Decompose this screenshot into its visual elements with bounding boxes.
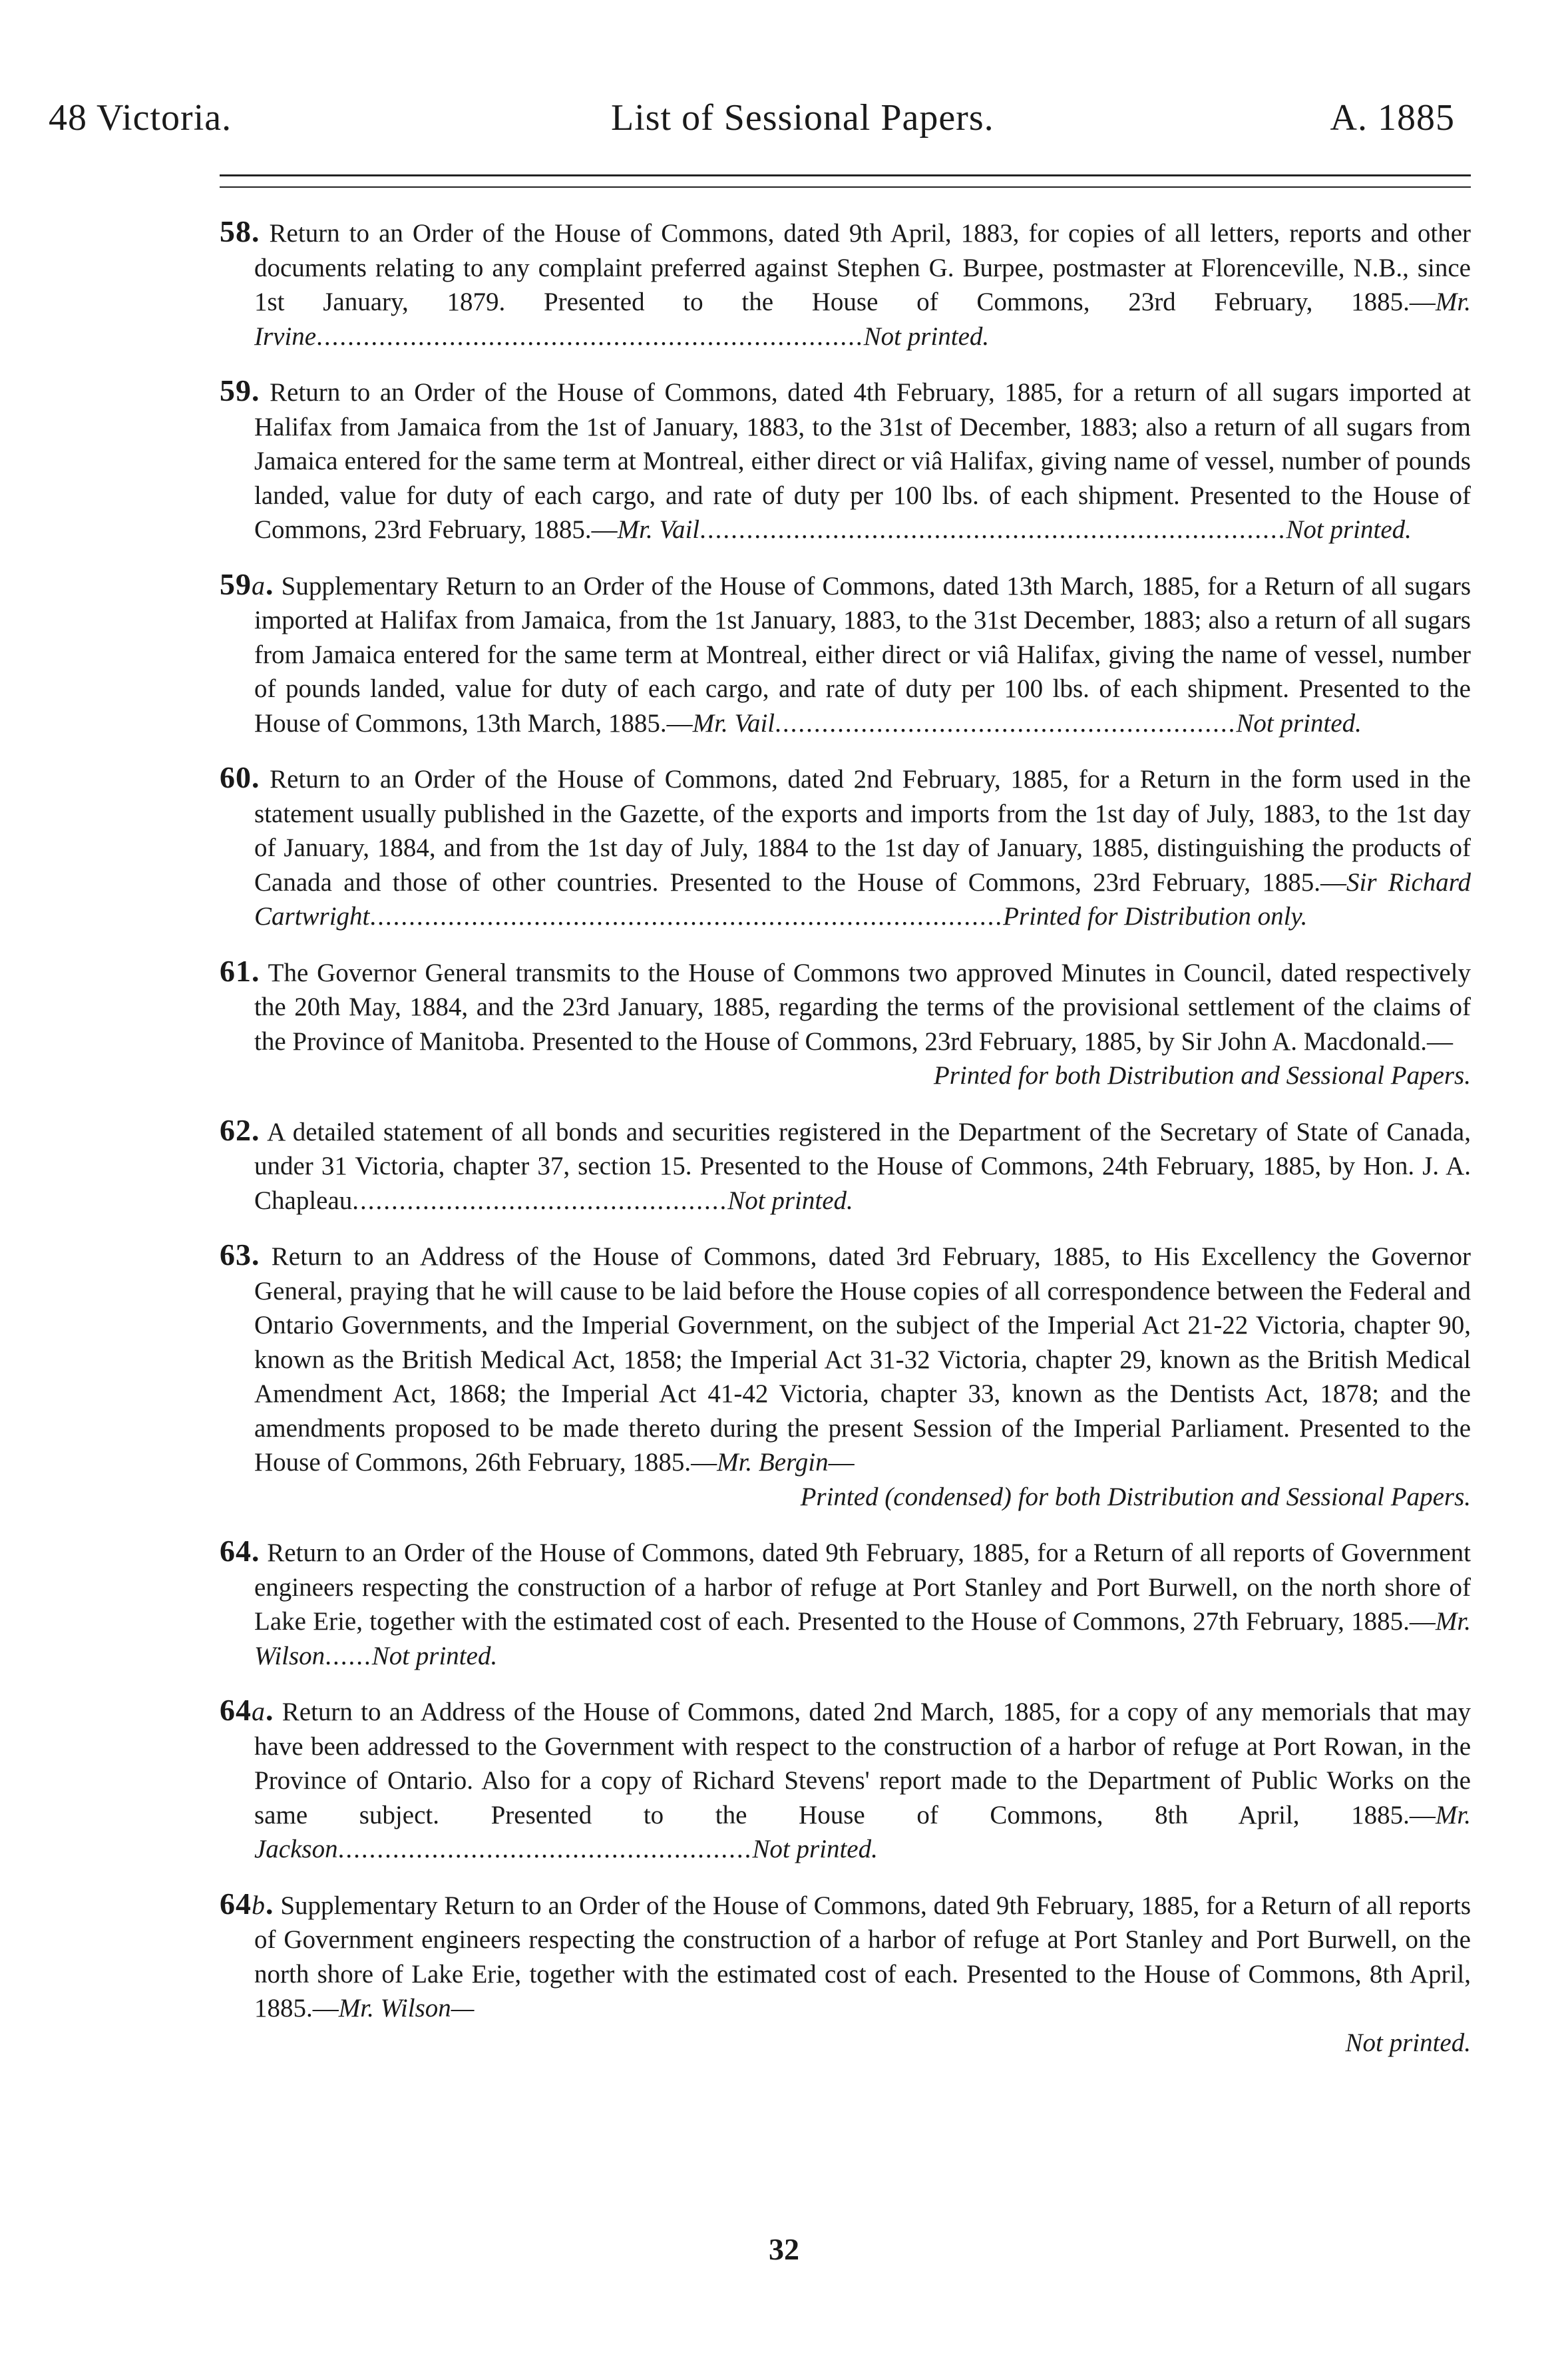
- paper-mover: Mr. Vail: [617, 515, 700, 544]
- paper-description: Return to an Order of the House of Commons, dated 9th February, 1885, for a Return of all reports of Government engineers respecting the construction of a harbor of refuge at Port Stanley and Port Burwell, on the north shore of Lake Erie, together with the estimated cost of each. Presented to the House of Commons, 27th February, 1885.—: [254, 1539, 1471, 1636]
- paper-entry-64b: [220, 1887, 1471, 2060]
- paper-description: Return to an Address of the House of Commons, dated 3rd February, 1885, to His Excellency the Governor General, praying that he will cause to be laid before the House copies of all correspondence between the Federal and Ontario Governments, and the Imperial Government, on the subject of the Imperial Act 21-22 Victoria, chapter 90, known as the British Medical Act, 1858; the Imperial Act 31-32 Victoria, chapter 29, known as the British Medical Amendment Act, 1868; the Imperial Act 41-42 Victoria, chapter 33, known as the Dentists Act, 1878; and the amendments proposed to be made thereto during the present Session of the Imperial Parliament. Presented to the House of Commons, 26th February, 1885.—: [254, 1242, 1471, 1477]
- running-header: [49, 95, 1455, 141]
- paper-entry-64: [220, 1534, 1471, 1673]
- paper-entry-59: [220, 373, 1471, 547]
- paper-number: 64.: [220, 1534, 260, 1568]
- paper-status: Printed for both Distribution and Sessional Papers.: [933, 1061, 1471, 1090]
- paper-mover: Mr. Wilson—: [338, 1994, 475, 2022]
- paper-description: Return to an Order of the House of Commons, dated 9th April, 1883, for copies of all letters, reports and other documents relating to any complaint preferred against Stephen G. Burpee, postmaster at Florenceville, N.B., since 1st January, 1879. Presented to the House of Commons, 23rd February, 1885.—: [254, 219, 1471, 316]
- paper-status: Not printed.: [1236, 708, 1362, 738]
- paper-number: 63.: [220, 1238, 260, 1272]
- paper-entry-62: [220, 1113, 1471, 1218]
- leader-dots: ...........................................................: [775, 708, 1237, 738]
- leader-dots: .....................................................: [337, 1835, 753, 1863]
- paper-entry-64a: [220, 1693, 1471, 1867]
- paper-description: Return to an Address of the House of Commons, dated 2nd March, 1885, for a copy of any memorials that may have been addressed to the Government with respect to the construction of a harbor of refuge at Port Rowan, in the Province of Ontario. Also for a copy of Richard Stevens' report made to the Department of Public Works on the same subject. Presented to the House of Commons, 8th April, 1885.—: [254, 1698, 1471, 1829]
- paper-entry-60: [220, 760, 1471, 934]
- paper-mover: Mr. Jackson: [254, 1800, 1471, 1863]
- paper-description: The Governor General transmits to the House of Commons two approved Minutes in Council, dated respectively the 20th May, 1884, and the 23rd January, 1885, regarding the terms of the provisional settlement of the claims of the Province of Manitoba. Presented to the House of Commons, 23rd February, 1885, by Sir John A. Macdonald.—: [254, 958, 1471, 1056]
- paper-description: Supplementary Return to an Order of the House of Commons, dated 9th February, 1885, for a Return of all reports of Government engineers respecting the construction of a harbor of refuge at Port Stanley and Port Burwell, on the north shore of Lake Erie, together with the estimated cost of each. Presented to the House of Commons, 8th April, 1885.—: [254, 1891, 1471, 2022]
- paper-mover: Mr. Vail: [692, 708, 775, 738]
- page-number: 32: [769, 2232, 799, 2266]
- paper-status: Not printed.: [727, 1186, 853, 1215]
- paper-status: Not printed.: [1345, 2028, 1471, 2057]
- paper-number: 59.: [220, 373, 260, 407]
- leader-dots: ................................................: [352, 1186, 728, 1215]
- header-session: 48 Victoria.: [49, 97, 232, 138]
- header-title: List of Sessional Papers.: [611, 97, 994, 138]
- paper-entry-59a: [220, 567, 1471, 741]
- paper-mover: Sir Richard Cartwright: [254, 867, 1471, 931]
- header-rule-top: [220, 174, 1471, 176]
- paper-description: Return to an Order of the House of Commons, dated 4th February, 1885, for a return of all sugars imported at Halifax from Jamaica from the 1st of January, 1883, to the 31st of December, 1883; also a return of all sugars from Jamaica entered for the same term at Montreal, either direct or viâ Halifax, giving name of vessel, number of pounds landed, value for duty of each cargo, and rate of duty per 100 lbs. of each shipment. Presented to the House of Commons, 23rd February, 1885.—: [254, 378, 1471, 544]
- paper-number: 61.: [220, 953, 260, 988]
- sessional-papers-list: [220, 214, 1471, 2060]
- leader-dots: ......: [325, 1641, 372, 1670]
- paper-entry-58: [220, 214, 1471, 354]
- paper-entry-63: 63. Return to an Address of the House of Commons, dated 3rd February, 1885, to His Excellency the Governor General, praying that he will cause to be laid before the House copies of all correspondence between the Federal and Ontario Governments, and the Imperial Government, on the subject of the Imperial Act 21-22 Victoria, chapter 90, known as the British Medical Act, 1858; the Imperial Act 31-32 Victoria, chapter 29, known as the British Medical Amendment Act, 1868; the Imperial Act 41-42 Victoria, chapter 33, known as the Dentists Act, 1878; and the amendments proposed to be made thereto during the present Session of the Imperial Parliament. Presented to the House of Commons, 26th February, 1885.—Mr. Bergin— Printed (condensed) for both Distribution and Sessional Papers.: [220, 1238, 1471, 1514]
- paper-status: Not printed.: [1286, 515, 1412, 544]
- paper-status: Not printed.: [863, 322, 990, 351]
- paper-number: 64b.: [220, 1886, 274, 1921]
- paper-status: Not printed.: [752, 1835, 878, 1863]
- header-rule-bottom: [220, 186, 1471, 188]
- paper-status: Printed for Distribution only.: [1003, 902, 1308, 931]
- paper-description: A detailed statement of all bonds and securities registered in the Department of the Secretary of State of Canada, under 31 Victoria, chapter 37, section 15. Presented to the House of Commons, 24th February, 1885, by Hon. J. A. Chapleau: [254, 1117, 1471, 1215]
- paper-mover: Mr. Bergin: [717, 1448, 829, 1477]
- leader-dots: ...........................................................................: [699, 515, 1286, 544]
- paper-mover: Mr. Wilson: [254, 1607, 1471, 1670]
- paper-number: 58.: [220, 214, 260, 248]
- paper-description: Return to an Order of the House of Commons, dated 2nd February, 1885, for a Return in the form used in the statement usually published in the Gazette, of the exports and imports from the 1st day of July, 1883, to the 1st day of January, 1884, and from the 1st day of July, 1884 to the 1st day of January, 1885, distinguishing the products of Canada and those of other countries. Presented to the House of Commons, 23rd February, 1885.—: [254, 765, 1471, 897]
- header-year: A. 1885: [1330, 97, 1455, 138]
- paper-number: 62.: [220, 1112, 260, 1147]
- paper-status: Not printed.: [371, 1641, 498, 1670]
- leader-dots: .................................................................................: [369, 902, 1004, 931]
- leader-dots: ......................................................................: [316, 322, 864, 351]
- paper-description: Supplementary Return to an Order of the House of Commons, dated 13th March, 1885, for a Return of all sugars imported at Halifax from Jamaica, from the 1st January, 1883, to the 31st December, 1883; also a return of all sugars from Jamaica entered for the same term at Montreal, either direct or viâ Halifax, giving the name of vessel, number of pounds landed, value for duty of each cargo, and rate of duty per 100 lbs. of each shipment. Presented to the House of Commons, 13th March, 1885.—: [254, 571, 1471, 738]
- paper-number: 60.: [220, 760, 260, 794]
- paper-entry-61: [220, 954, 1471, 1093]
- paper-number: 64a.: [220, 1693, 274, 1727]
- paper-number: 59a.: [220, 567, 274, 601]
- paper-status: Printed (condensed) for both Distribution and Sessional Papers.: [800, 1482, 1471, 1511]
- paper-mover: Mr. Irvine: [254, 288, 1471, 351]
